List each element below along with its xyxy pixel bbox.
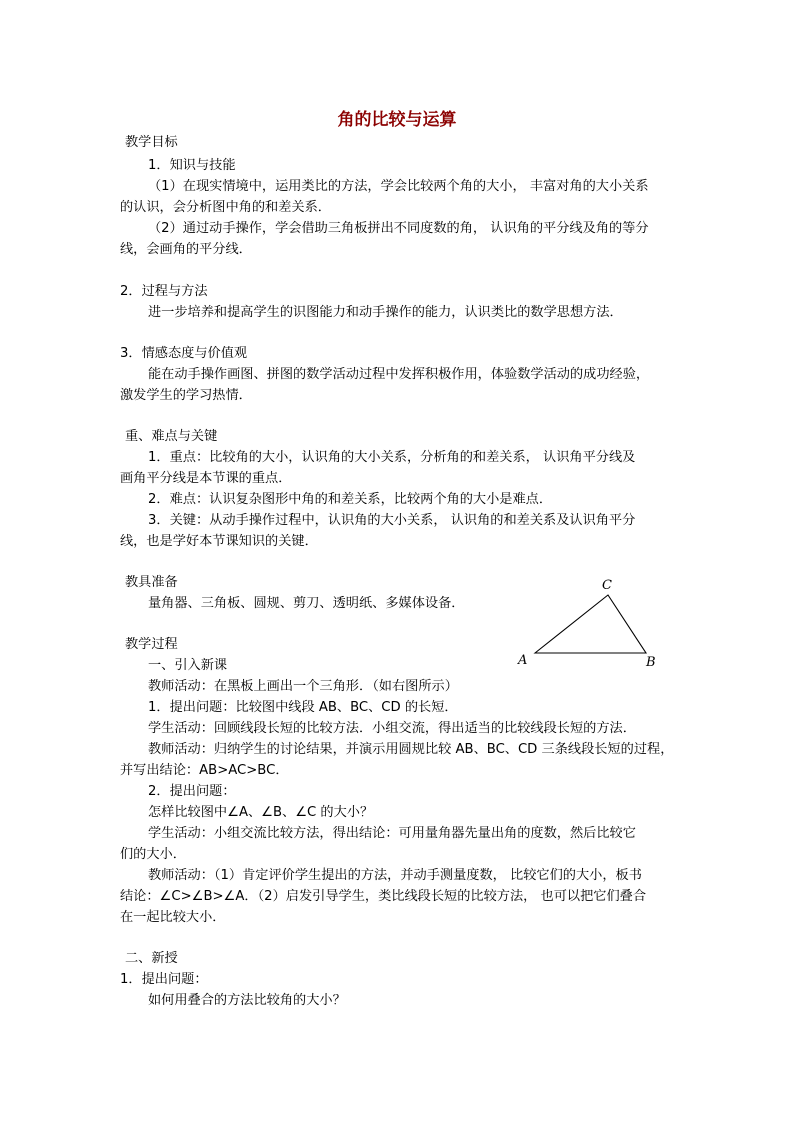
- vertex-label-a: A: [518, 653, 528, 668]
- text-line: 如何用叠合的方法比较角的大小？: [148, 993, 346, 1008]
- text-line: 在一起比较大小．: [120, 910, 226, 925]
- text-line: 并写出结论：AB>AC>BC．: [120, 763, 289, 778]
- text-line: 2．提出问题：: [148, 784, 236, 799]
- text-line: 学生活动：回顾线段长短的比较方法．小组交流，得出适当的比较线段长短的方法．: [148, 721, 636, 736]
- text-line: 画角平分线是本节课的重点．: [120, 471, 292, 486]
- text-line: 教学过程: [125, 637, 178, 652]
- text-line: 1．提出问题：: [120, 972, 208, 987]
- triangle-abc: [535, 595, 646, 653]
- text-line: 1．知识与技能: [148, 158, 236, 173]
- text-line: 1．提出问题：比较图中线段 AB、BC、CD 的长短．: [148, 700, 458, 715]
- text-line: 3．情感态度与价值观: [120, 346, 248, 361]
- text-line: 学生活动：小组交流比较方法，得出结论：可用量角器先量出角的度数，然后比较它: [148, 826, 636, 841]
- text-line: 线，也是学好本节课知识的关键．: [120, 534, 318, 549]
- text-line: （1）在现实情境中，运用类比的方法，学会比较两个角的大小， 丰富对角的大小关系: [148, 179, 649, 194]
- text-line: 线，会画角的平分线．: [120, 242, 252, 257]
- text-line: 激发学生的学习热情．: [120, 388, 252, 403]
- text-line: 进一步培养和提高学生的识图能力和动手操作的能力，认识类比的数学思想方法．: [148, 305, 623, 320]
- text-line: 量角器、三角板、圆规、剪刀、透明纸、多媒体设备．: [148, 596, 465, 611]
- text-line: 们的大小．: [120, 847, 186, 862]
- text-line: 能在动手操作画图、拼图的数学活动过程中发挥积极作用，体验数学活动的成功经验，: [148, 367, 650, 382]
- text-line: 教师活动：在黑板上画出一个三角形．（如右图所示）: [148, 679, 458, 694]
- text-line: 一、引入新课: [148, 658, 228, 673]
- text-line: 2．难点：认识复杂图形中角的和差关系，比较两个角的大小是难点．: [148, 492, 553, 507]
- text-line: 教具准备: [125, 575, 178, 590]
- text-line: 教师活动：归纳学生的讨论结果，并演示用圆规比较 AB、BC、CD 三条线段长短的过程，: [148, 742, 674, 757]
- text-line: 2．过程与方法: [120, 284, 208, 299]
- text-line: 重、难点与关键: [125, 429, 218, 444]
- triangle-figure: [510, 575, 680, 675]
- text-line: 教师活动：（1）肯定评价学生提出的方法，并动手测量度数， 比较它们的大小，板书: [148, 868, 642, 883]
- text-line: 的认识，会分析图中角的和差关系．: [120, 200, 331, 215]
- page-title: 角的比较与运算: [337, 110, 457, 130]
- text-line: 怎样比较图中∠A、∠B、∠C 的大小？: [148, 805, 374, 820]
- text-line: 1．重点：比较角的大小，认识角的大小关系，分析角的和差关系， 认识角平分线及: [148, 450, 636, 465]
- text-line: （2）通过动手操作，学会借助三角板拼出不同度数的角， 认识角的平分线及角的等分: [148, 221, 649, 236]
- text-line: 3．关键：从动手操作过程中，认识角的大小关系， 认识角的和差关系及认识角平分: [148, 513, 636, 528]
- text-line: 二、新授: [125, 951, 178, 966]
- vertex-label-b: B: [646, 655, 656, 670]
- text-line: 结论：∠C>∠B>∠A．（2）启发引导学生，类比线段长短的比较方法， 也可以把它们叠合: [120, 889, 647, 904]
- vertex-label-c: C: [602, 578, 612, 593]
- text-line: 教学目标: [125, 135, 178, 150]
